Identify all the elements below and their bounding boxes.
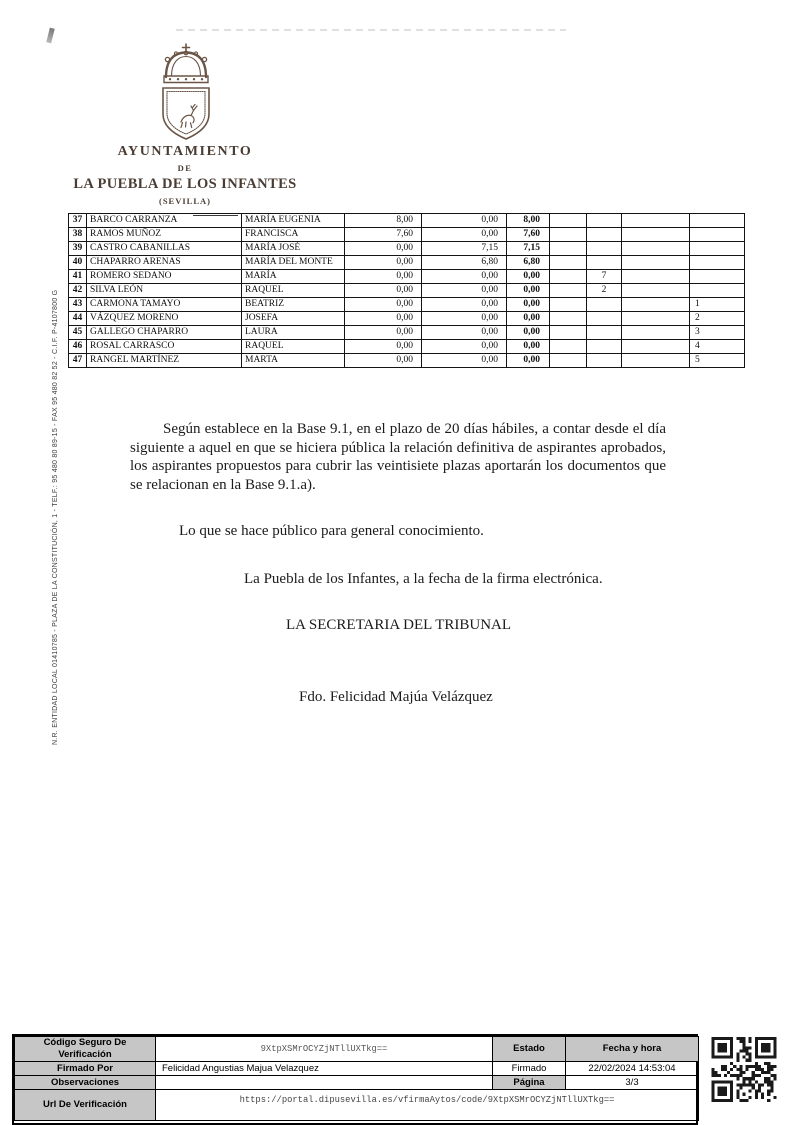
surname-cell: RAMOS MUÑOZ: [87, 228, 242, 242]
score1-cell: 0,00: [345, 298, 422, 312]
verification-table: [14, 1036, 699, 1121]
total-cell: 6,80: [507, 256, 550, 270]
row-number: 43: [69, 298, 87, 312]
given-name-cell: BEATRIZ: [242, 298, 345, 312]
observaciones-value: [156, 1076, 493, 1090]
extra-cell: [690, 228, 745, 242]
extra-cell: [622, 242, 690, 256]
scan-tick-artifact: [46, 28, 54, 44]
table-row: [15, 1037, 699, 1062]
total-cell: 0,00: [507, 312, 550, 326]
given-name-cell: MARÍA JOSÉ: [242, 242, 345, 256]
pagina-label: Página: [493, 1076, 566, 1090]
extra-cell: [622, 298, 690, 312]
extra-cell: 3: [690, 326, 745, 340]
total-cell: 0,00: [507, 298, 550, 312]
org-de-line: DE: [177, 163, 193, 173]
table-row: [15, 1062, 699, 1076]
extra-cell: [587, 354, 622, 368]
extra-cell: [550, 284, 587, 298]
url-value: https://portal.dipusevilla.es/vfirmaAytos/code/9XtpXSMrOCYZjNTllUXTkg==: [156, 1090, 699, 1121]
row-number: 37: [69, 214, 87, 228]
extra-cell: [550, 298, 587, 312]
extra-cell: [622, 214, 690, 228]
extra-cell: [622, 354, 690, 368]
table-row: [69, 284, 745, 298]
extra-cell: [690, 214, 745, 228]
surname-cell: CHAPARRO ARENAS: [87, 256, 242, 270]
table-row: [69, 256, 745, 270]
extra-cell: [550, 340, 587, 354]
fecha-value: 22/02/2024 14:53:04: [566, 1062, 699, 1076]
table-row: [69, 312, 745, 326]
score1-cell: 0,00: [345, 284, 422, 298]
extra-cell: [550, 312, 587, 326]
row-number: 45: [69, 326, 87, 340]
table-row: [69, 298, 745, 312]
estado-value: Firmado: [493, 1062, 566, 1076]
score1-cell: 0,00: [345, 242, 422, 256]
extra-cell: [550, 256, 587, 270]
extra-cell: [550, 242, 587, 256]
extra-cell: [622, 256, 690, 270]
table-row: [69, 354, 745, 368]
qr-code-icon: [710, 1037, 778, 1102]
extra-cell: [587, 298, 622, 312]
fecha-header: Fecha y hora: [566, 1037, 699, 1062]
row-number: 47: [69, 354, 87, 368]
extra-cell: [622, 312, 690, 326]
surname-cell: VÁZQUEZ MORENO: [87, 312, 242, 326]
extra-cell: [622, 340, 690, 354]
total-cell: 0,00: [507, 270, 550, 284]
table-row: [69, 228, 745, 242]
row-number: 44: [69, 312, 87, 326]
surname-cell: CASTRO CABANILLAS: [87, 242, 242, 256]
base-9-1-paragraph: Según establece en la Base 9.1, en el plazo de 20 días hábiles, a contar desde el día siguiente a aquel en que se hiciera pública la relación definitiva de aspirantes aprobados, los aspirantes propuestos para cubrir las veintisiete plazas aportarán los documentos que se relacionan en la Base 9.1.a).: [130, 421, 666, 493]
given-name-cell: FRANCISCA: [242, 228, 345, 242]
extra-cell: [550, 354, 587, 368]
surname-cell: CARMONA TAMAYO: [87, 298, 242, 312]
given-name-cell: RAQUEL: [242, 340, 345, 354]
table-row: [69, 326, 745, 340]
surname-cell: RANGEL MARTÍNEZ: [87, 354, 242, 368]
row-number: 39: [69, 242, 87, 256]
extra-cell: [587, 214, 622, 228]
extra-cell: [587, 228, 622, 242]
applicants-results-table: [68, 213, 745, 368]
extra-cell: [622, 284, 690, 298]
extra-cell: [550, 270, 587, 284]
extra-cell: 1: [690, 298, 745, 312]
signature-name-line: Fdo. Felicidad Majúa Velázquez: [299, 689, 493, 705]
row-number: 38: [69, 228, 87, 242]
extra-cell: 4: [690, 340, 745, 354]
score1-cell: 0,00: [345, 354, 422, 368]
org-province-line: (SEVILLA): [159, 196, 211, 206]
registry-side-text: N.R. ENTIDAD LOCAL 01410785 - PLAZA DE LA CONSTITUCIÓN, 1 - TELF.: 95 480 80 89-15 - FAX 95 480 82 52 - C.I.F. P-4107800 G: [52, 289, 59, 745]
surname-cell: ROSAL CARRASCO: [87, 340, 242, 354]
extra-cell: [690, 284, 745, 298]
total-cell: 0,00: [507, 284, 550, 298]
given-name-cell: JOSEFA: [242, 312, 345, 326]
score1-cell: 0,00: [345, 340, 422, 354]
score2-cell: 7,15: [422, 242, 507, 256]
extra-cell: 5: [690, 354, 745, 368]
extra-cell: [587, 326, 622, 340]
table-row: [69, 242, 745, 256]
score2-cell: 0,00: [422, 298, 507, 312]
extra-cell: [690, 242, 745, 256]
observaciones-label: Observaciones: [15, 1076, 156, 1090]
extra-cell: [587, 242, 622, 256]
score1-cell: 0,00: [345, 312, 422, 326]
qr-code: [710, 1037, 778, 1102]
score1-cell: 7,60: [345, 228, 422, 242]
extra-cell: [690, 270, 745, 284]
row-number: 42: [69, 284, 87, 298]
place-date-line: La Puebla de los Infantes, a la fecha de la firma electrónica.: [244, 571, 603, 587]
score1-cell: 0,00: [345, 270, 422, 284]
csv-label: Código Seguro De Verificación: [15, 1037, 156, 1062]
score2-cell: 0,00: [422, 340, 507, 354]
municipal-crest-icon: [141, 42, 231, 144]
given-name-cell: MARÍA DEL MONTE: [242, 256, 345, 270]
row-number: 40: [69, 256, 87, 270]
surname-cell: ROMERO SEDANO: [87, 270, 242, 284]
score2-cell: 0,00: [422, 354, 507, 368]
estado-header: Estado: [493, 1037, 566, 1062]
extra-cell: [587, 340, 622, 354]
given-name-cell: MARÍA EUGENIA: [242, 214, 345, 228]
surname-cell: BARCO CARRANZA: [87, 214, 242, 228]
surname-cell: GALLEGO CHAPARRO: [87, 326, 242, 340]
score2-cell: 0,00: [422, 284, 507, 298]
score2-cell: 0,00: [422, 326, 507, 340]
given-name-cell: MARTA: [242, 354, 345, 368]
org-name-line: AYUNTAMIENTO: [117, 144, 253, 159]
score1-cell: 0,00: [345, 256, 422, 270]
extra-cell: [622, 228, 690, 242]
table-row: [69, 214, 745, 228]
score1-cell: 8,00: [345, 214, 422, 228]
extra-cell: [550, 326, 587, 340]
url-label: Url De Verificación: [15, 1090, 156, 1121]
score2-cell: 0,00: [422, 228, 507, 242]
verification-footer: [12, 1034, 698, 1125]
extra-cell: [690, 256, 745, 270]
total-cell: 0,00: [507, 354, 550, 368]
total-cell: 7,60: [507, 228, 550, 242]
firmado-por-label: Firmado Por: [15, 1062, 156, 1076]
table-row: [69, 340, 745, 354]
score2-cell: 6,80: [422, 256, 507, 270]
extra-cell: [622, 270, 690, 284]
row-number: 41: [69, 270, 87, 284]
extra-cell: 7: [587, 270, 622, 284]
given-name-cell: LAURA: [242, 326, 345, 340]
extra-cell: [622, 326, 690, 340]
organization-header: [60, 144, 310, 206]
firmado-por-value: Felicidad Angustias Majua Velazquez: [156, 1062, 493, 1076]
total-cell: 7,15: [507, 242, 550, 256]
row-number: 46: [69, 340, 87, 354]
extra-cell: [587, 312, 622, 326]
extra-cell: [550, 228, 587, 242]
surname-cell: SILVA LEÓN: [87, 284, 242, 298]
scan-line-artifact: [176, 29, 566, 31]
signer-role-line: LA SECRETARIA DEL TRIBUNAL: [286, 617, 512, 633]
extra-cell: 2: [690, 312, 745, 326]
pagina-value: 3/3: [566, 1076, 699, 1090]
public-notice-line: Lo que se hace público para general conocimiento.: [179, 523, 484, 539]
table-row: [69, 270, 745, 284]
extra-cell: [587, 256, 622, 270]
org-town-line: LA PUEBLA DE LOS INFANTES: [73, 176, 297, 192]
score2-cell: 0,00: [422, 214, 507, 228]
score1-cell: 0,00: [345, 326, 422, 340]
total-cell: 0,00: [507, 340, 550, 354]
total-cell: 8,00: [507, 214, 550, 228]
table-row: [15, 1076, 699, 1090]
score2-cell: 0,00: [422, 270, 507, 284]
results-tbody: [69, 214, 745, 368]
given-name-cell: MARÍA: [242, 270, 345, 284]
extra-cell: 2: [587, 284, 622, 298]
table-row: [15, 1090, 699, 1121]
score2-cell: 0,00: [422, 312, 507, 326]
csv-value: 9XtpXSMrOCYZjNTllUXTkg==: [156, 1037, 493, 1062]
extra-cell: [550, 214, 587, 228]
total-cell: 0,00: [507, 326, 550, 340]
given-name-cell: RAQUEL: [242, 284, 345, 298]
